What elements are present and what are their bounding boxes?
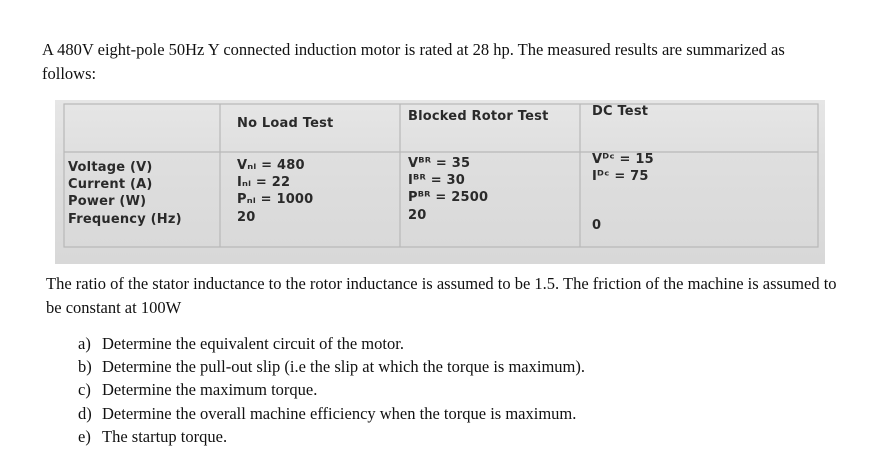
no-load-power: Pₙₗ = 1000 (237, 192, 314, 207)
blocked-rotor-frequency: 20 (408, 208, 427, 223)
no-load-frequency: 20 (237, 210, 256, 225)
dc-test-voltage: Vᴰᶜ = 15 (592, 152, 654, 167)
question-label: d) (78, 403, 92, 423)
dc-test-current: Iᴰᶜ = 75 (592, 169, 649, 184)
blocked-rotor-current: Iᴮᴿ = 30 (408, 173, 466, 188)
question-label: e) (78, 426, 91, 446)
row-label-current: Current (A) (68, 177, 153, 192)
question-text: Determine the overall machine efficiency when the torque is maximum. (102, 403, 577, 423)
question-text: Determine the pull-out slip (i.e the slip at which the torque is maximum). (102, 357, 585, 377)
question-label: a) (78, 334, 91, 353)
question-label: b) (78, 357, 92, 377)
question-item (78, 402, 585, 425)
header-no-load: No Load Test (237, 116, 334, 131)
question-item (78, 425, 585, 448)
blocked-rotor-voltage: Vᴮᴿ = 35 (408, 156, 471, 171)
question-label: c) (78, 380, 91, 400)
question-text: Determine the maximum torque. (102, 380, 318, 400)
row-label-power: Power (W) (68, 194, 147, 209)
assumptions-text: The ratio of the stator inductance to the rotor inductance is assumed to be 1.5. The friction of the machine is assumed to be constant at 100W (46, 274, 837, 317)
question-item (78, 378, 585, 401)
problem-intro: A 480V eight-pole 50Hz Y connected induction motor is rated at 28 hp. The measured results are summarized as follows: (42, 40, 785, 83)
header-blocked-rotor: Blocked Rotor Test (408, 109, 549, 124)
question-text: Determine the equivalent circuit of the motor. (102, 334, 404, 353)
question-text: The startup torque. (102, 426, 228, 446)
header-dc-test: DC Test (592, 104, 649, 119)
row-label-voltage: Voltage (V) (68, 160, 153, 175)
row-label-frequency: Frequency (Hz) (68, 212, 182, 227)
question-list (78, 332, 585, 448)
test-results-table (62, 102, 820, 249)
no-load-current: Iₙₗ = 22 (237, 175, 291, 190)
blocked-rotor-power: Pᴮᴿ = 2500 (408, 190, 489, 205)
dc-test-frequency: 0 (592, 218, 602, 233)
question-item (78, 332, 585, 355)
no-load-voltage: Vₙₗ = 480 (237, 158, 305, 173)
question-item (78, 355, 585, 378)
